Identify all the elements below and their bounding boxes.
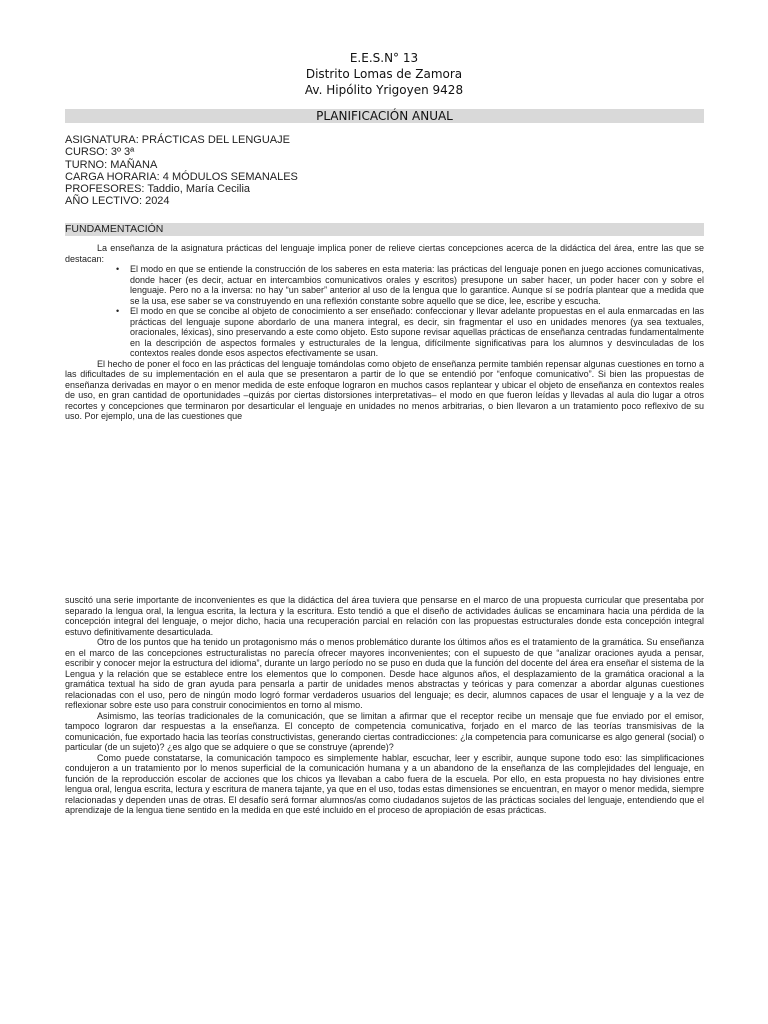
school-district: Distrito Lomas de Zamora (305, 67, 463, 81)
paragraph-focus: El hecho de poner el foco en las prácticas del lenguaje tomándolas como objeto de enseñanza permite también repensar algunas cuestiones en torno a las dificultades de su implementación en el aula que se presentaron a partir de lo que se entendió por “enfoque comunicativo”. Si bien las propuestas de enseñanza derivadas en mayor o en menor medida de este enfoque lograron en muchos casos replantear y ubicar el objeto de enseñanza en contextos reales de uso, en gran cantidad de oportunidades –quizás por ciertas distorsiones interpretativas– el modo en que fueron leídas y llevadas al aula dio lugar a otros recortes y concepciones que terminaron por desarticular el lenguaje en unidades no menos arbitrarias, o bien llevaron a un tratamiento poco reflexivo de su uso. Por ejemplo, una de las cuestiones que (65, 358, 704, 421)
bullet-text: El modo en que se concibe al objeto de conocimiento a ser enseñado: confeccionar y llevar adelante propuestas en el aula enmarcadas en las prácticas del lenguaje supone abordarlo de una manera integral, es decir, sin fragmentar el uso en unidades menores (ya sea textuales, oracionales, léxicas), sino preservando a este como objeto. Esto supone revisar aquellas prácticas de enseñanza centradas fundamentalmente en la descripción de aspectos formales y estructurales de la lengua, difícilmente significativas para los alumnos y desvinculadas de los contextos reales donde esos aspectos efectivamente se usan. (130, 306, 704, 358)
section-heading: FUNDAMENTACIÓN (65, 223, 704, 236)
school-address: Av. Hipólito Yrigoyen 9428 (304, 83, 464, 97)
document-title: PLANIFICACIÓN ANUAL (65, 109, 704, 123)
intro-paragraph: La enseñanza de la asignatura prácticas del lenguaje implica poner de relieve ciertas concepciones acerca de la didáctica del área, entre las que se destacan: (65, 243, 704, 264)
bullet-icon: • (116, 306, 120, 316)
bullet-list (65, 264, 704, 359)
school-header (0, 50, 768, 98)
info-hours: CARGA HORARIA: 4 MÓDULOS SEMANALES (65, 170, 298, 183)
paragraph-focus-continued: suscitó una serie importante de inconvenientes es que la didáctica del área tuviera que pensarse en el marco de una propuesta curricular que presentaba por separado la lengua oral, la lengua escrita, la lectura y la escritura. Esto tendió a que el diseño de actividades áulicas se encaminara hacia una pérdida de la concepción integral del lenguaje, o mejor dicho, hacia una recuperación parcial en relación con las propuestas estructurales donde esta concepción integral estuvo definitivamente desarticulada. (65, 595, 704, 637)
body-block-top (65, 243, 704, 422)
paragraph-challenge: Como puede constatarse, la comunicación tampoco es simplemente hablar, escuchar, leer y escribir, aunque supone todo eso: las simplificaciones condujeron a un tratamiento por lo menos superficial de la comunicación humana y a un abandono de la enseñanza de las complejidades del lenguaje, en función de la reproducción escolar de acciones que los chicos ya llevaban a cabo fuera de la escuela. Por ello, en esta propuesta no hay divisiones entre lengua oral, lengua escrita, lectura y escritura de manera tajante, ya que en el uso, todas estas dimensiones se encuentran, en mayor o menor medida, siempre relacionadas y dependen unas de otras. El desafío será formar alumnos/as como ciudadanos sujetos de las prácticas sociales del lenguaje, entendiendo que el aprendizaje de la lengua tiene sentido en la medida en que esté incluido en el proceso de apropiación de esas prácticas. (65, 752, 704, 815)
paragraph-grammar: Otro de los puntos que ha tenido un protagonismo más o menos problemático durante los últimos años es el tratamiento de la gramática. Su enseñanza en el marco de las concepciones estructuralistas no parecía ofrecer mayores inconvenientes; con el supuesto de que “analizar oraciones ayuda a pensar, escribir y conocer mejor la estructura del idioma”, durante un largo período no se puso en duda que la función del docente del área era enseñar el sistema de la Lengua y la relación que se establece entre los elementos que lo componen. Desde hace algunos años, el desplazamiento de la gramática oracional a la gramática textual ha sido de gran ayuda para pensarla a partir de unidades menos abstractas y teóricas y para comenzar a abordar algunas cuestiones relacionadas con el uso, pero de ningún modo logró formar verdaderos usuarios del lenguaje; es decir, alumnos capaces de usar el lenguaje y a la vez de reflexionar sobre este uso para construir conocimientos en torno al mismo. (65, 637, 704, 710)
bullet-item (116, 264, 704, 306)
bullet-text: El modo en que se entiende la construcción de los saberes en esta materia: las prácticas del lenguaje ponen en juego acciones comunicativas, donde hacer (es decir, actuar en intercambios comunicativos orales y escritos) presupone un saber hacer, un poder hacer con y sobre el lenguaje. Pero no a la inversa: no hay “un saber” anterior al uso de la lengua que lo garantice. Aunque sí se podría plantear que a medida que se la usa, ese saber se va construyendo en una reflexión constante sobre aquello que se dice, lee, escribe y escucha. (130, 264, 704, 306)
info-teachers: PROFESORES: Taddio, María Cecilia (65, 183, 251, 196)
body-block-bottom (65, 595, 704, 816)
bullet-item (116, 306, 704, 359)
info-subject: ASIGNATURA: PRÁCTICAS DEL LENGUAJE (65, 134, 290, 146)
bullet-icon: • (116, 264, 120, 274)
info-school-year: AÑO LECTIVO: 2024 (65, 195, 170, 208)
info-course: CURSO: 3º 3ª (65, 146, 135, 159)
paragraph-communication: Asimismo, las teorías tradicionales de la comunicación, que se limitan a afirmar que el receptor recibe un mensaje que fue enviado por el emisor, tampoco lograron dar respuestas a la enseñanza. El concepto de competencia comunicativa, forjado en el marco de las teorías transmisivas de la comunicación, fue exportado hacia las teorías constructivistas, generando ciertas contradicciones: ¿la competencia para comunicarse es algo general (social) o particular (de un sujeto)? ¿es algo que se adquiere o que se construye (aprende)? (65, 710, 704, 752)
info-shift: TURNO: MAÑANA (65, 158, 158, 171)
school-name: E.E.S.N° 13 (349, 51, 419, 65)
course-info (65, 134, 298, 208)
